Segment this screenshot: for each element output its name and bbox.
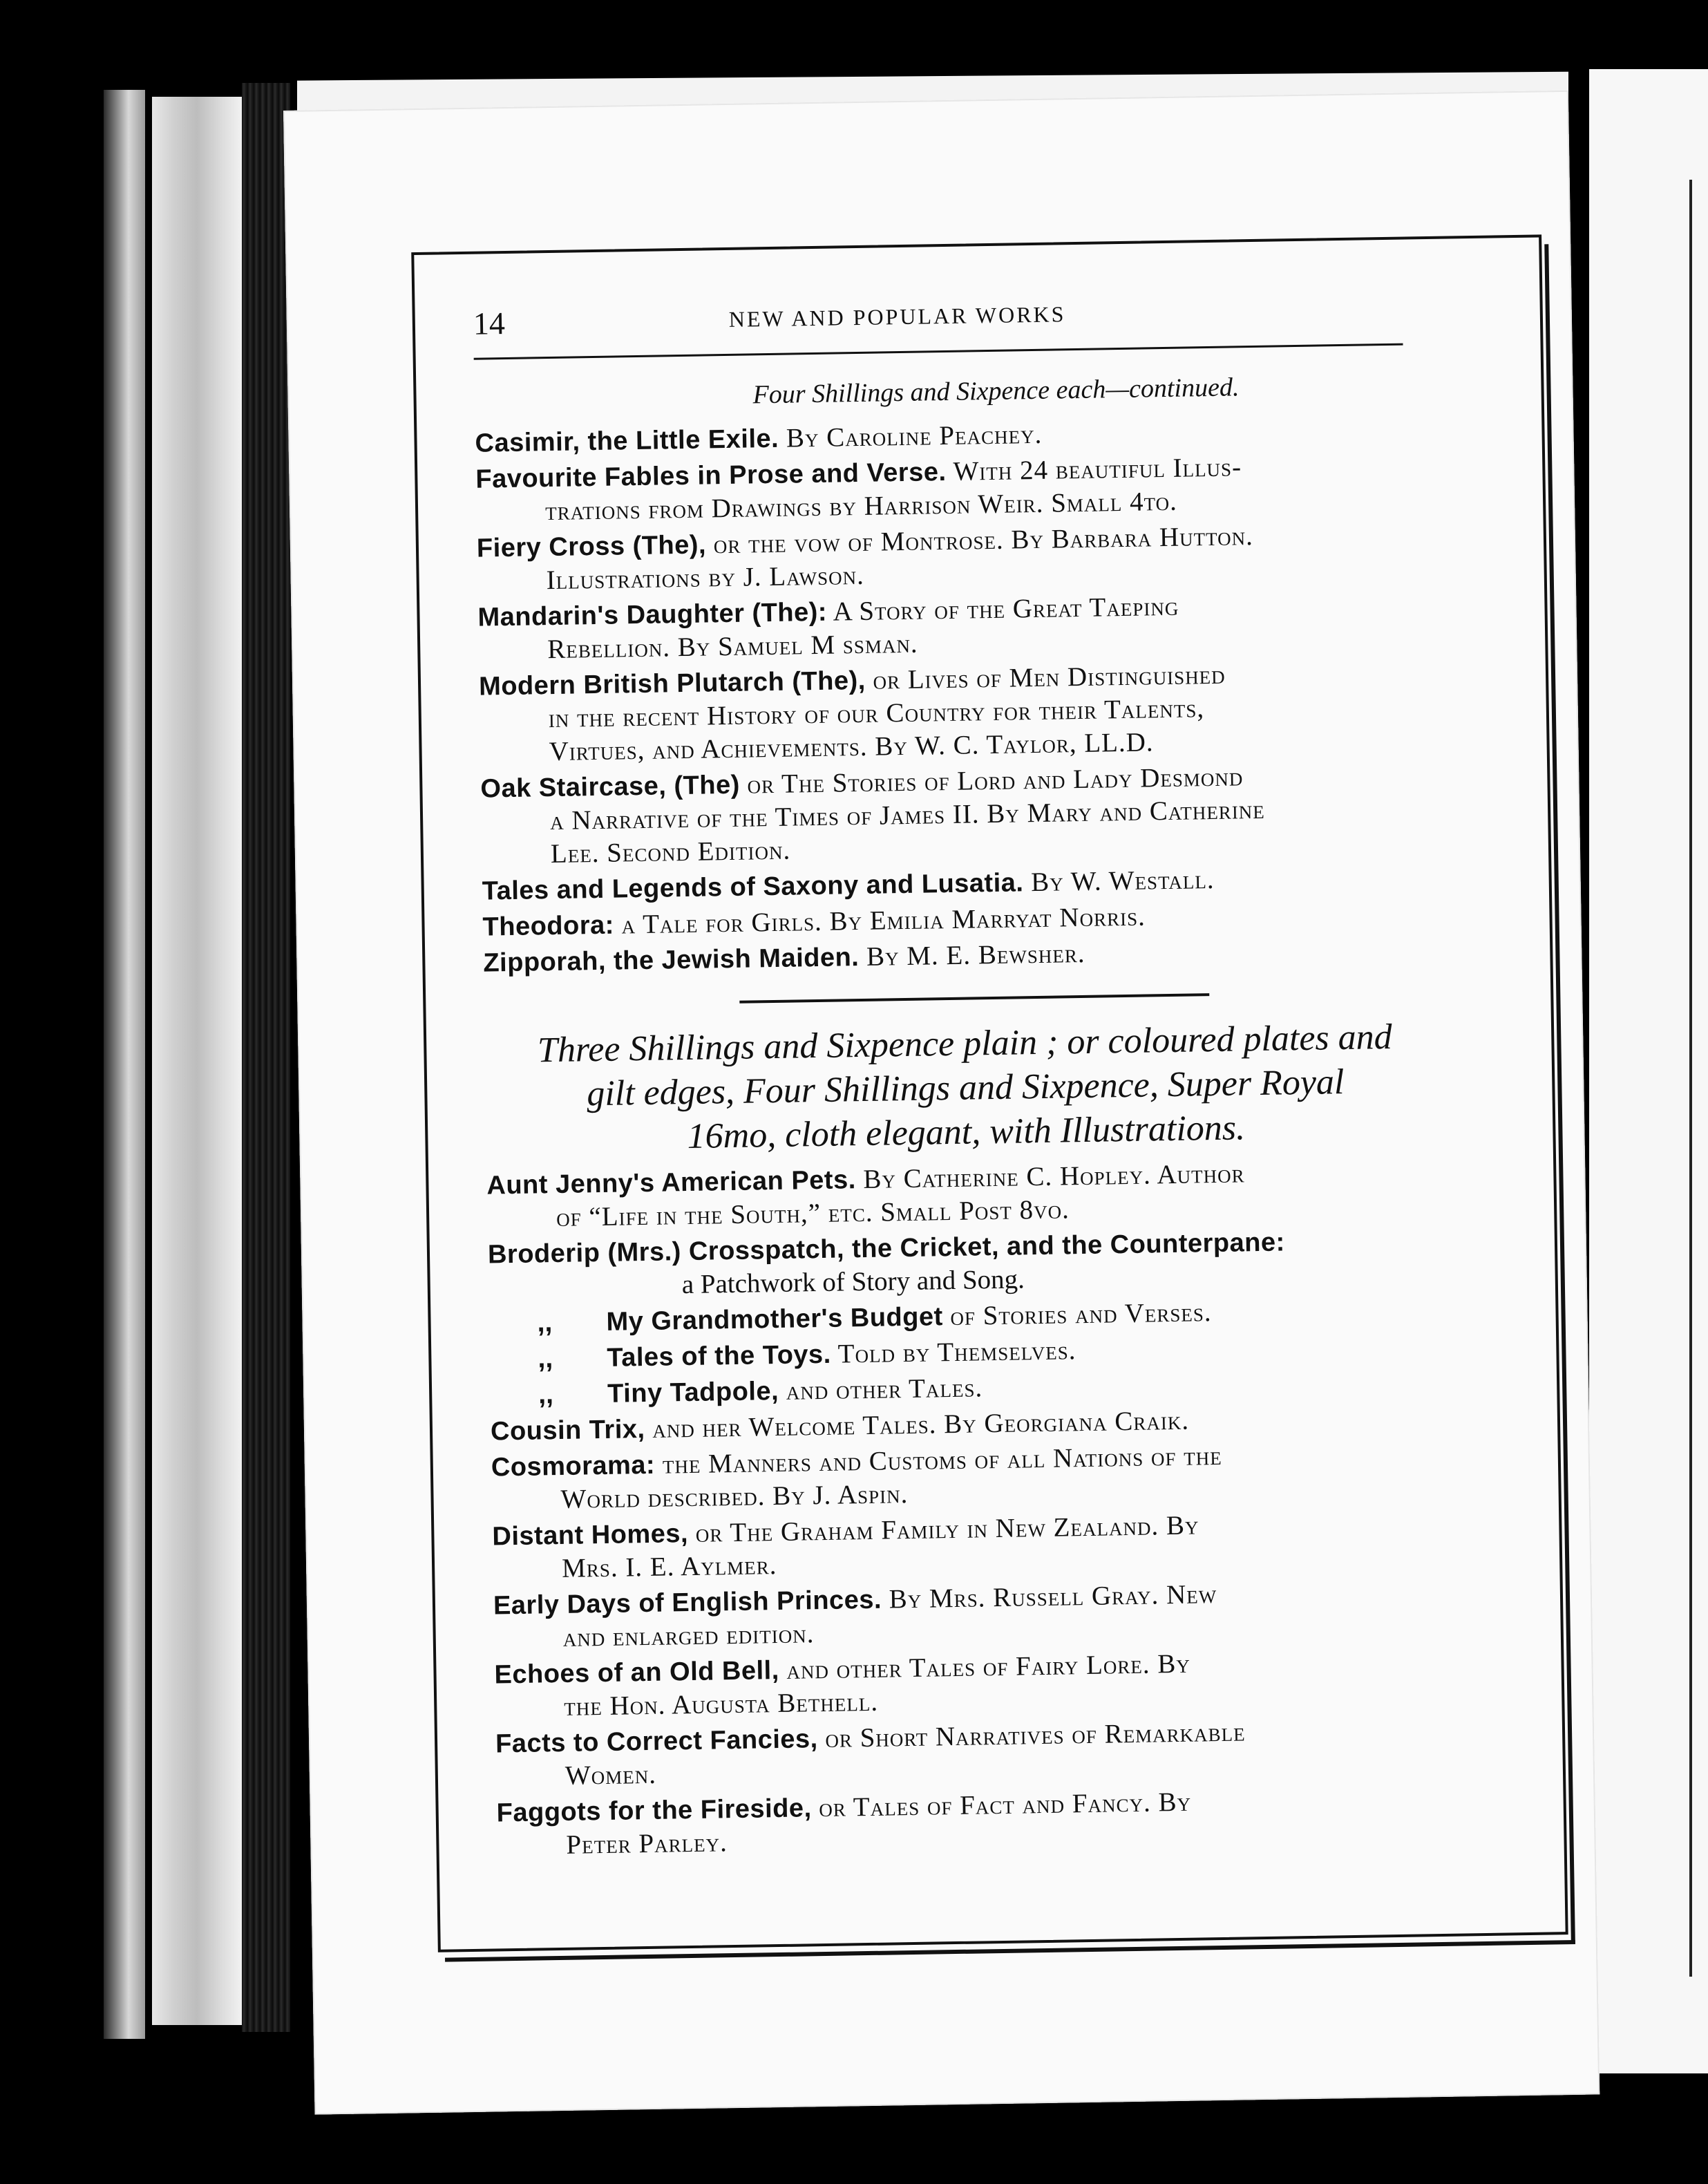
book-list — [475, 412, 1443, 980]
section-heading-line: Three Shillings and Sixpence plain ; or coloured plates and — [537, 1017, 1393, 1071]
book-description-continued: Illustrations by J. Lawson. — [546, 560, 865, 596]
running-head: NEW AND POPULAR WORKS — [728, 301, 1066, 332]
book-description: or Short Narratives of Remarkable — [817, 1717, 1246, 1754]
book-description: or Tales of Fact and Fancy. By — [811, 1787, 1192, 1823]
book-page — [283, 91, 1600, 2115]
book-title: Distant Homes, — [492, 1519, 689, 1552]
book-title: Faggots for the Fireside, — [496, 1794, 812, 1828]
book-description-continued: Mrs. I. E. Aylmer. — [561, 1550, 777, 1583]
book-title: Facts to Correct Fancies, — [495, 1724, 818, 1759]
section-heading-line: 16mo, cloth elegant, with Illustrations. — [687, 1108, 1246, 1156]
book-description: By Catherine C. Hopley. Author — [855, 1158, 1245, 1195]
book-title: Fiery Cross (The), — [476, 530, 707, 563]
book-title: Cousin Trix, — [490, 1415, 645, 1447]
book-title: Broderip (Mrs.) Crosspatch, the Cricket, and the Counterpane: — [487, 1227, 1285, 1270]
book-title: Favourite Fables in Prose and Verse. — [475, 457, 947, 494]
section-heading: Four Shillings and Sixpence each—continued. — [752, 373, 1240, 410]
book-entry — [486, 1154, 1448, 1236]
book-entry — [493, 1574, 1454, 1656]
book-description-continued: of “Life in the South,” etc. Small Post 8vo. — [556, 1194, 1070, 1232]
book-description: or The Graham Family in New Zealand. By — [687, 1510, 1199, 1549]
book-spine — [152, 97, 242, 2025]
ditto-mark: ,, — [538, 1344, 553, 1374]
book-description: and her Welcome Tales. By Georgiana Craik. — [645, 1405, 1190, 1444]
book-entry — [495, 1713, 1456, 1794]
book-title: Early Days of English Princes. — [493, 1585, 882, 1621]
book-description: or The Stories of Lord and Lady Desmond — [739, 762, 1244, 800]
book-description: or Lives of Men Distinguished — [865, 659, 1226, 695]
book-entry — [492, 1505, 1453, 1587]
book-title: My Grandmother's Budget — [606, 1302, 944, 1337]
book-entry — [477, 517, 1438, 599]
book-description-continued: a Narrative of the Times of James II. By Mary and Catherine — [549, 794, 1266, 836]
book-title: Tales and Legends of Saxony and Lusatia. — [482, 868, 1024, 906]
ditto-mark: ,, — [537, 1308, 553, 1338]
book-description: Told by Themselves. — [831, 1335, 1076, 1369]
book-entry — [477, 586, 1439, 668]
page-edges — [242, 83, 290, 2032]
book-title: Casimir, the Little Exile. — [475, 424, 779, 458]
book-description-continued: the Hon. Augusta Bethell. — [563, 1686, 879, 1722]
book-description-continued: Virtues, and Achievements. By W. C. Taylor, LL.D. — [549, 727, 1154, 767]
book-description: and other Tales. — [778, 1373, 983, 1406]
book-title: Modern British Plutarch (The), — [478, 666, 866, 702]
book-entry — [491, 1436, 1452, 1518]
book-list-2 — [486, 1154, 1458, 1863]
book-description: By M. E. Bewsher. — [858, 938, 1085, 972]
book-title: Theodora: — [482, 910, 615, 942]
book-description-continued: in the recent History of our Country for their Talents, — [548, 693, 1205, 734]
book-description: of Stories and Verses. — [942, 1297, 1212, 1332]
page-number: 14 — [473, 305, 506, 341]
book-description: or the vow of Montrose. By Barbara Hutton. — [705, 521, 1254, 560]
section-heading-2 — [484, 1015, 1447, 1162]
book-title: Tales of the Toys. — [607, 1339, 832, 1373]
book-title: Cosmorama: — [491, 1450, 656, 1482]
section-heading-line: gilt edges, Four Shillings and Sixpence, Super Royal — [586, 1062, 1345, 1114]
book-description-continued: Lee. Second Edition. — [550, 835, 791, 869]
book-description: A Story of the Great Taeping — [826, 591, 1179, 627]
book-description: By Mrs. Russell Gray. New — [881, 1579, 1217, 1615]
book-description: By Caroline Peachey. — [778, 419, 1043, 453]
book-title: Mandarin's Daughter (The): — [477, 597, 828, 632]
book-description: the Manners and Customs of all Nations of the — [654, 1440, 1223, 1480]
book-entry — [479, 655, 1441, 770]
book-title: Zipporah, the Jewish Maiden. — [483, 943, 860, 978]
page-frame — [411, 234, 1568, 1952]
book-description: a Tale for Girls. By Emilia Marryat Norris. — [614, 901, 1146, 940]
facing-page-frame-line — [1689, 180, 1692, 1977]
book-description-continued: Peter Parley. — [566, 1827, 728, 1860]
book-title: Aunt Jenny's American Pets. — [486, 1165, 857, 1201]
book-description: With 24 beautiful Illus- — [946, 452, 1242, 487]
book-entry — [480, 757, 1442, 872]
section-divider — [739, 993, 1209, 1004]
book-entry — [475, 448, 1436, 529]
book-title: Oak Staircase, (The) — [480, 770, 741, 804]
book-description: and other Tales of Fairy Lore. By — [779, 1648, 1191, 1686]
book-entry — [488, 1223, 1449, 1305]
book-description-continued: a Patchwork of Story and Song. — [681, 1264, 1025, 1300]
page-header — [473, 290, 1434, 354]
book-entry — [494, 1644, 1455, 1725]
book-description-continued: trations from Drawings by Harrison Weir. Small 4to. — [544, 486, 1178, 527]
book-description-continued: and enlarged edition. — [562, 1619, 815, 1653]
book-entry — [496, 1782, 1457, 1863]
book-edge-light — [104, 90, 145, 2039]
page-content — [473, 290, 1457, 1866]
book-title: Tiny Tadpole, — [607, 1376, 779, 1409]
book-description-continued: World described. By J. Aspin. — [560, 1479, 909, 1514]
header-rule — [474, 343, 1403, 360]
book-title: Echoes of an Old Bell, — [494, 1656, 780, 1690]
book-description-continued: Women. — [564, 1759, 657, 1791]
ditto-mark: ,, — [538, 1380, 554, 1410]
book-description-continued: Rebellion. By Samuel M ssman. — [547, 628, 918, 665]
book-description: By W. Westall. — [1023, 864, 1215, 898]
